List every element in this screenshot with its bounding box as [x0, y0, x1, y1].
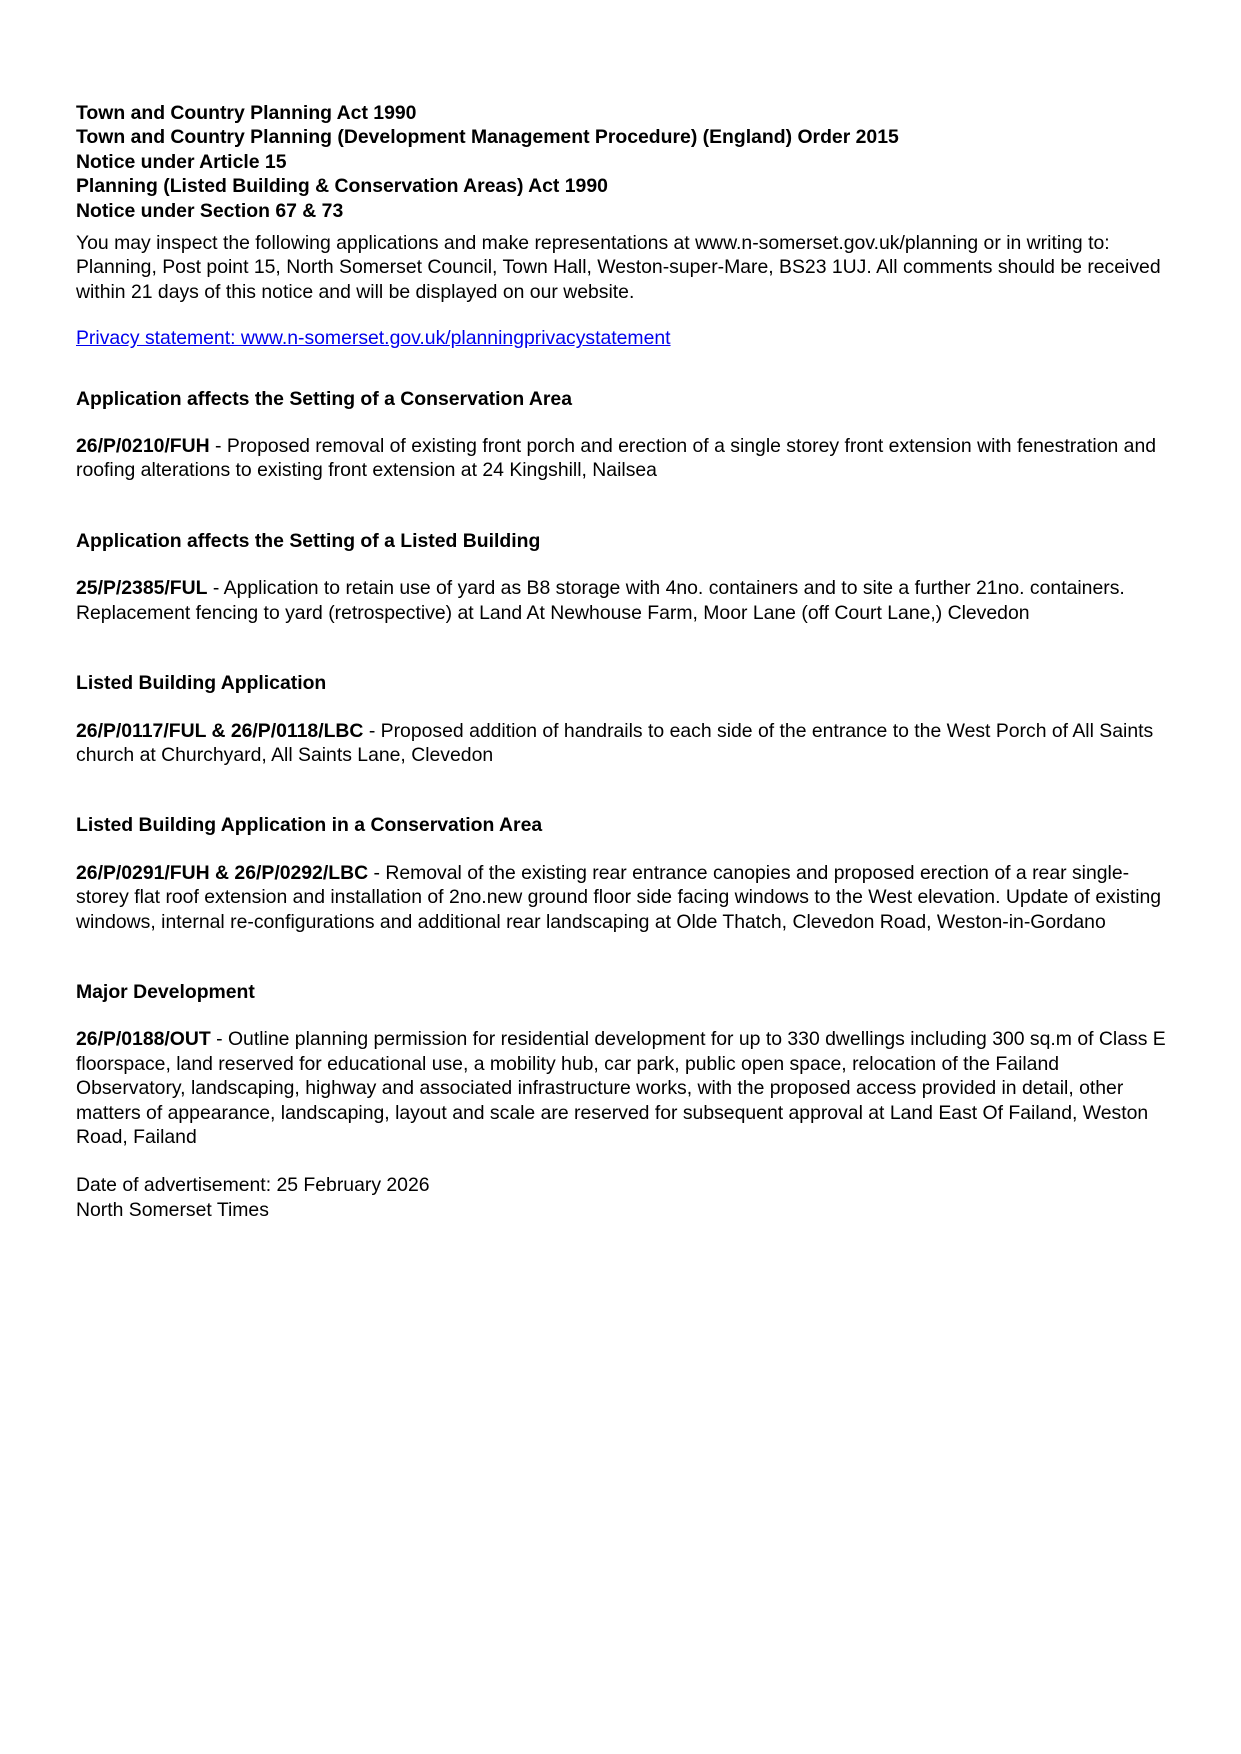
heading-article-15: Notice under Article 15: [76, 150, 287, 173]
intro-paragraph: You may inspect the following applications and make representations at www.n-somerset.gov.uk/planning or in writing to: Planning, Post point 15, North Somerset Council, Town Hall, Weston-super-Mare, BS23 1UJ. All comments should be received within 21 days of this notice and will be displayed on our website.: [76, 232, 1161, 303]
section-title: Application affects the Setting of a Conservation Area: [76, 387, 572, 410]
heading-act-1990: Town and Country Planning Act 1990: [76, 102, 417, 124]
application-reference: 26/P/0117/FUL & 26/P/0118/LBC: [76, 719, 364, 742]
advertisement-footer: [76, 1173, 1171, 1222]
application-description: - Outline planning permission for residential development for up to 330 dwellings including 300 sq.m of Class E floorspace, land reserved for educational use, a mobility hub, car park, public open space, relocation of the Failand Observatory, landscaping, highway and associated infrastructure works, with the proposed access provided in detail, other matters of appearance, landscaping, layout and scale are reserved for subsequent approval at Land East Of Failand, Weston Road, Failand: [76, 1028, 1166, 1148]
application-entry: [76, 861, 1171, 934]
application-description: - Removal of the existing rear entrance canopies and proposed erection of a rear single-storey flat roof extension and installation of 2no.new ground floor side facing windows to the West elevation. Update of existing windows, internal re-configurations and additional rear landscaping at Olde Thatch, Clevedon Road, Weston-in-Gordano: [76, 861, 1162, 933]
section-title: Listed Building Application: [76, 672, 327, 695]
section-title: Application affects the Setting of a Listed Building: [76, 529, 541, 552]
section-listed-building-application: [76, 671, 1171, 767]
privacy-statement-link[interactable]: Privacy statement: www.n-somerset.gov.uk/planningprivacystatement: [76, 327, 671, 350]
application-reference: 26/P/0188/OUT: [76, 1028, 211, 1051]
section-conservation-area-setting: [76, 387, 1171, 483]
heading-section-67-73: Notice under Section 67 & 73: [76, 199, 344, 222]
application-reference: 25/P/2385/FUL: [76, 577, 208, 600]
notice-heading-block: [76, 101, 1171, 223]
application-entry: [76, 1027, 1171, 1149]
publication-name: North Somerset Times: [76, 1198, 269, 1221]
application-entry: [76, 576, 1171, 625]
section-listed-building-conservation-area: [76, 813, 1171, 934]
application-reference: 26/P/0291/FUH & 26/P/0292/LBC: [76, 861, 369, 884]
section-major-development: [76, 980, 1171, 1149]
section-title: Major Development: [76, 980, 255, 1003]
heading-dmp-order-2015: Town and Country Planning (Development Management Procedure) (England) Order 2015: [76, 126, 899, 149]
section-title: Listed Building Application in a Conservation Area: [76, 814, 543, 837]
advertisement-date: Date of advertisement: 25 February 2026: [76, 1174, 430, 1197]
application-description: - Proposed addition of handrails to each side of the entrance to the West Porch of All Saints church at Churchyard, All Saints Lane, Clevedon: [76, 719, 1154, 766]
heading-listed-building-act: Planning (Listed Building & Conservation Areas) Act 1990: [76, 175, 608, 198]
application-description: - Application to retain use of yard as B8 storage with 4no. containers and to site a further 21no. containers. Replacement fencing to yard (retrospective) at Land At Newhouse Farm, Moor Lane (off Court Lane,) Clevedon: [76, 577, 1125, 624]
application-reference: 26/P/0210/FUH: [76, 435, 210, 458]
application-entry: [76, 434, 1171, 483]
application-description: - Proposed removal of existing front porch and erection of a single storey front extension with fenestration and roofing alterations to existing front extension at 24 Kingshill, Nailsea: [76, 435, 1157, 482]
application-entry: [76, 719, 1171, 768]
section-listed-building-setting: [76, 529, 1171, 625]
